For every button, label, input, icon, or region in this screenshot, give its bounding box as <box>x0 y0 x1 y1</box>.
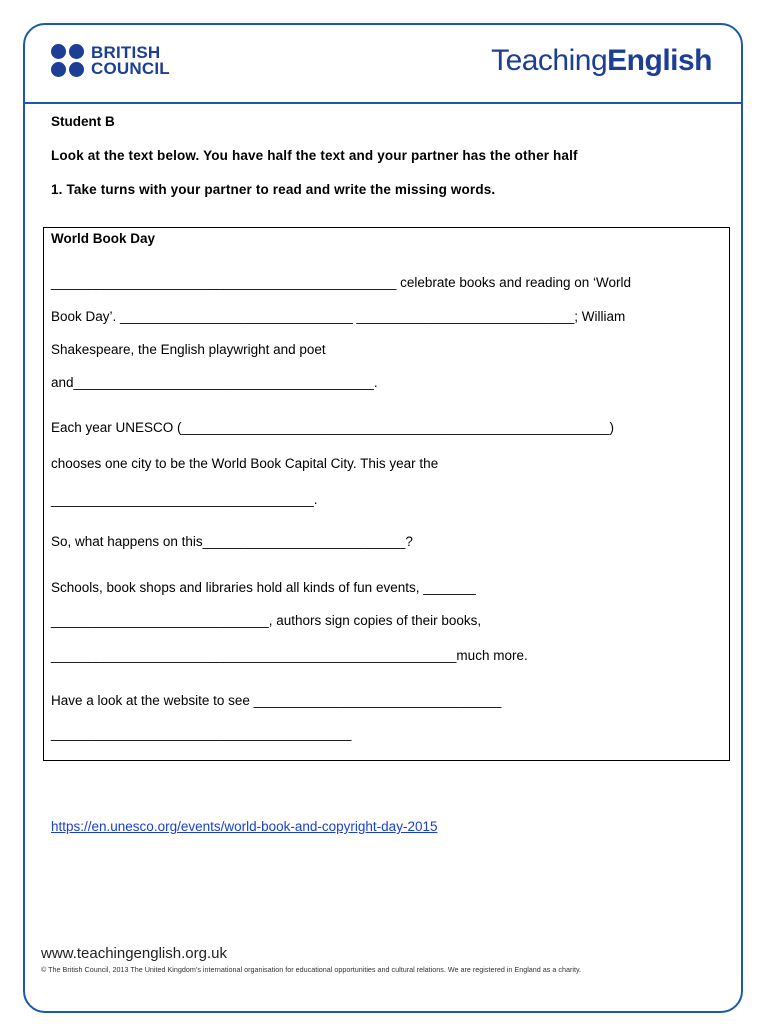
text-line: Have a look at the website to see _________________________________ <box>51 693 502 708</box>
british-council-logo <box>51 44 170 78</box>
text-line: and________________________________________. <box>51 375 378 390</box>
student-label: Student B <box>51 114 115 129</box>
gap-fill-text-box <box>43 227 730 761</box>
text-line: Schools, book shops and libraries hold all kinds of fun events, _______ <box>51 580 476 595</box>
text-line: chooses one city to be the World Book Capital City. This year the <box>51 456 439 471</box>
text-line: Each year UNESCO (_________________________________________________________) <box>51 420 614 435</box>
unesco-link[interactable]: https://en.unesco.org/events/world-book-and-copyright-day-2015 <box>51 819 438 834</box>
article-title: World Book Day <box>51 231 156 246</box>
teaching-english-logo: TeachingEnglish <box>491 44 712 77</box>
text-line: Book Day’. _______________________________ _____________________________; William <box>51 309 626 324</box>
footer-website: www.teachingenglish.org.uk <box>41 945 227 962</box>
text-line: ______________________________________________ celebrate books and reading on ‘World <box>51 275 632 290</box>
british-council-dots-icon <box>51 44 85 78</box>
british-council-wordmark: BRITISH COUNCIL <box>91 43 170 78</box>
text-line: ___________________________________. <box>51 492 318 507</box>
text-line: Shakespeare, the English playwright and poet <box>51 342 326 357</box>
header-divider <box>25 102 743 104</box>
text-line: ______________________________________________________much more. <box>51 648 528 663</box>
footer-copyright: © The British Council, 2013 The United Kingdom’s international organisation for educational opportunities and cultural relations. We are registered in England as a charity. <box>41 965 582 974</box>
text-line: _____________________________, authors sign copies of their books, <box>51 613 482 628</box>
task-instruction: 1. Take turns with your partner to read and write the missing words. <box>51 182 496 197</box>
text-line: ________________________________________ <box>51 726 352 741</box>
instruction-text: Look at the text below. You have half the text and your partner has the other half <box>51 148 578 163</box>
text-line: So, what happens on this___________________________? <box>51 534 413 549</box>
